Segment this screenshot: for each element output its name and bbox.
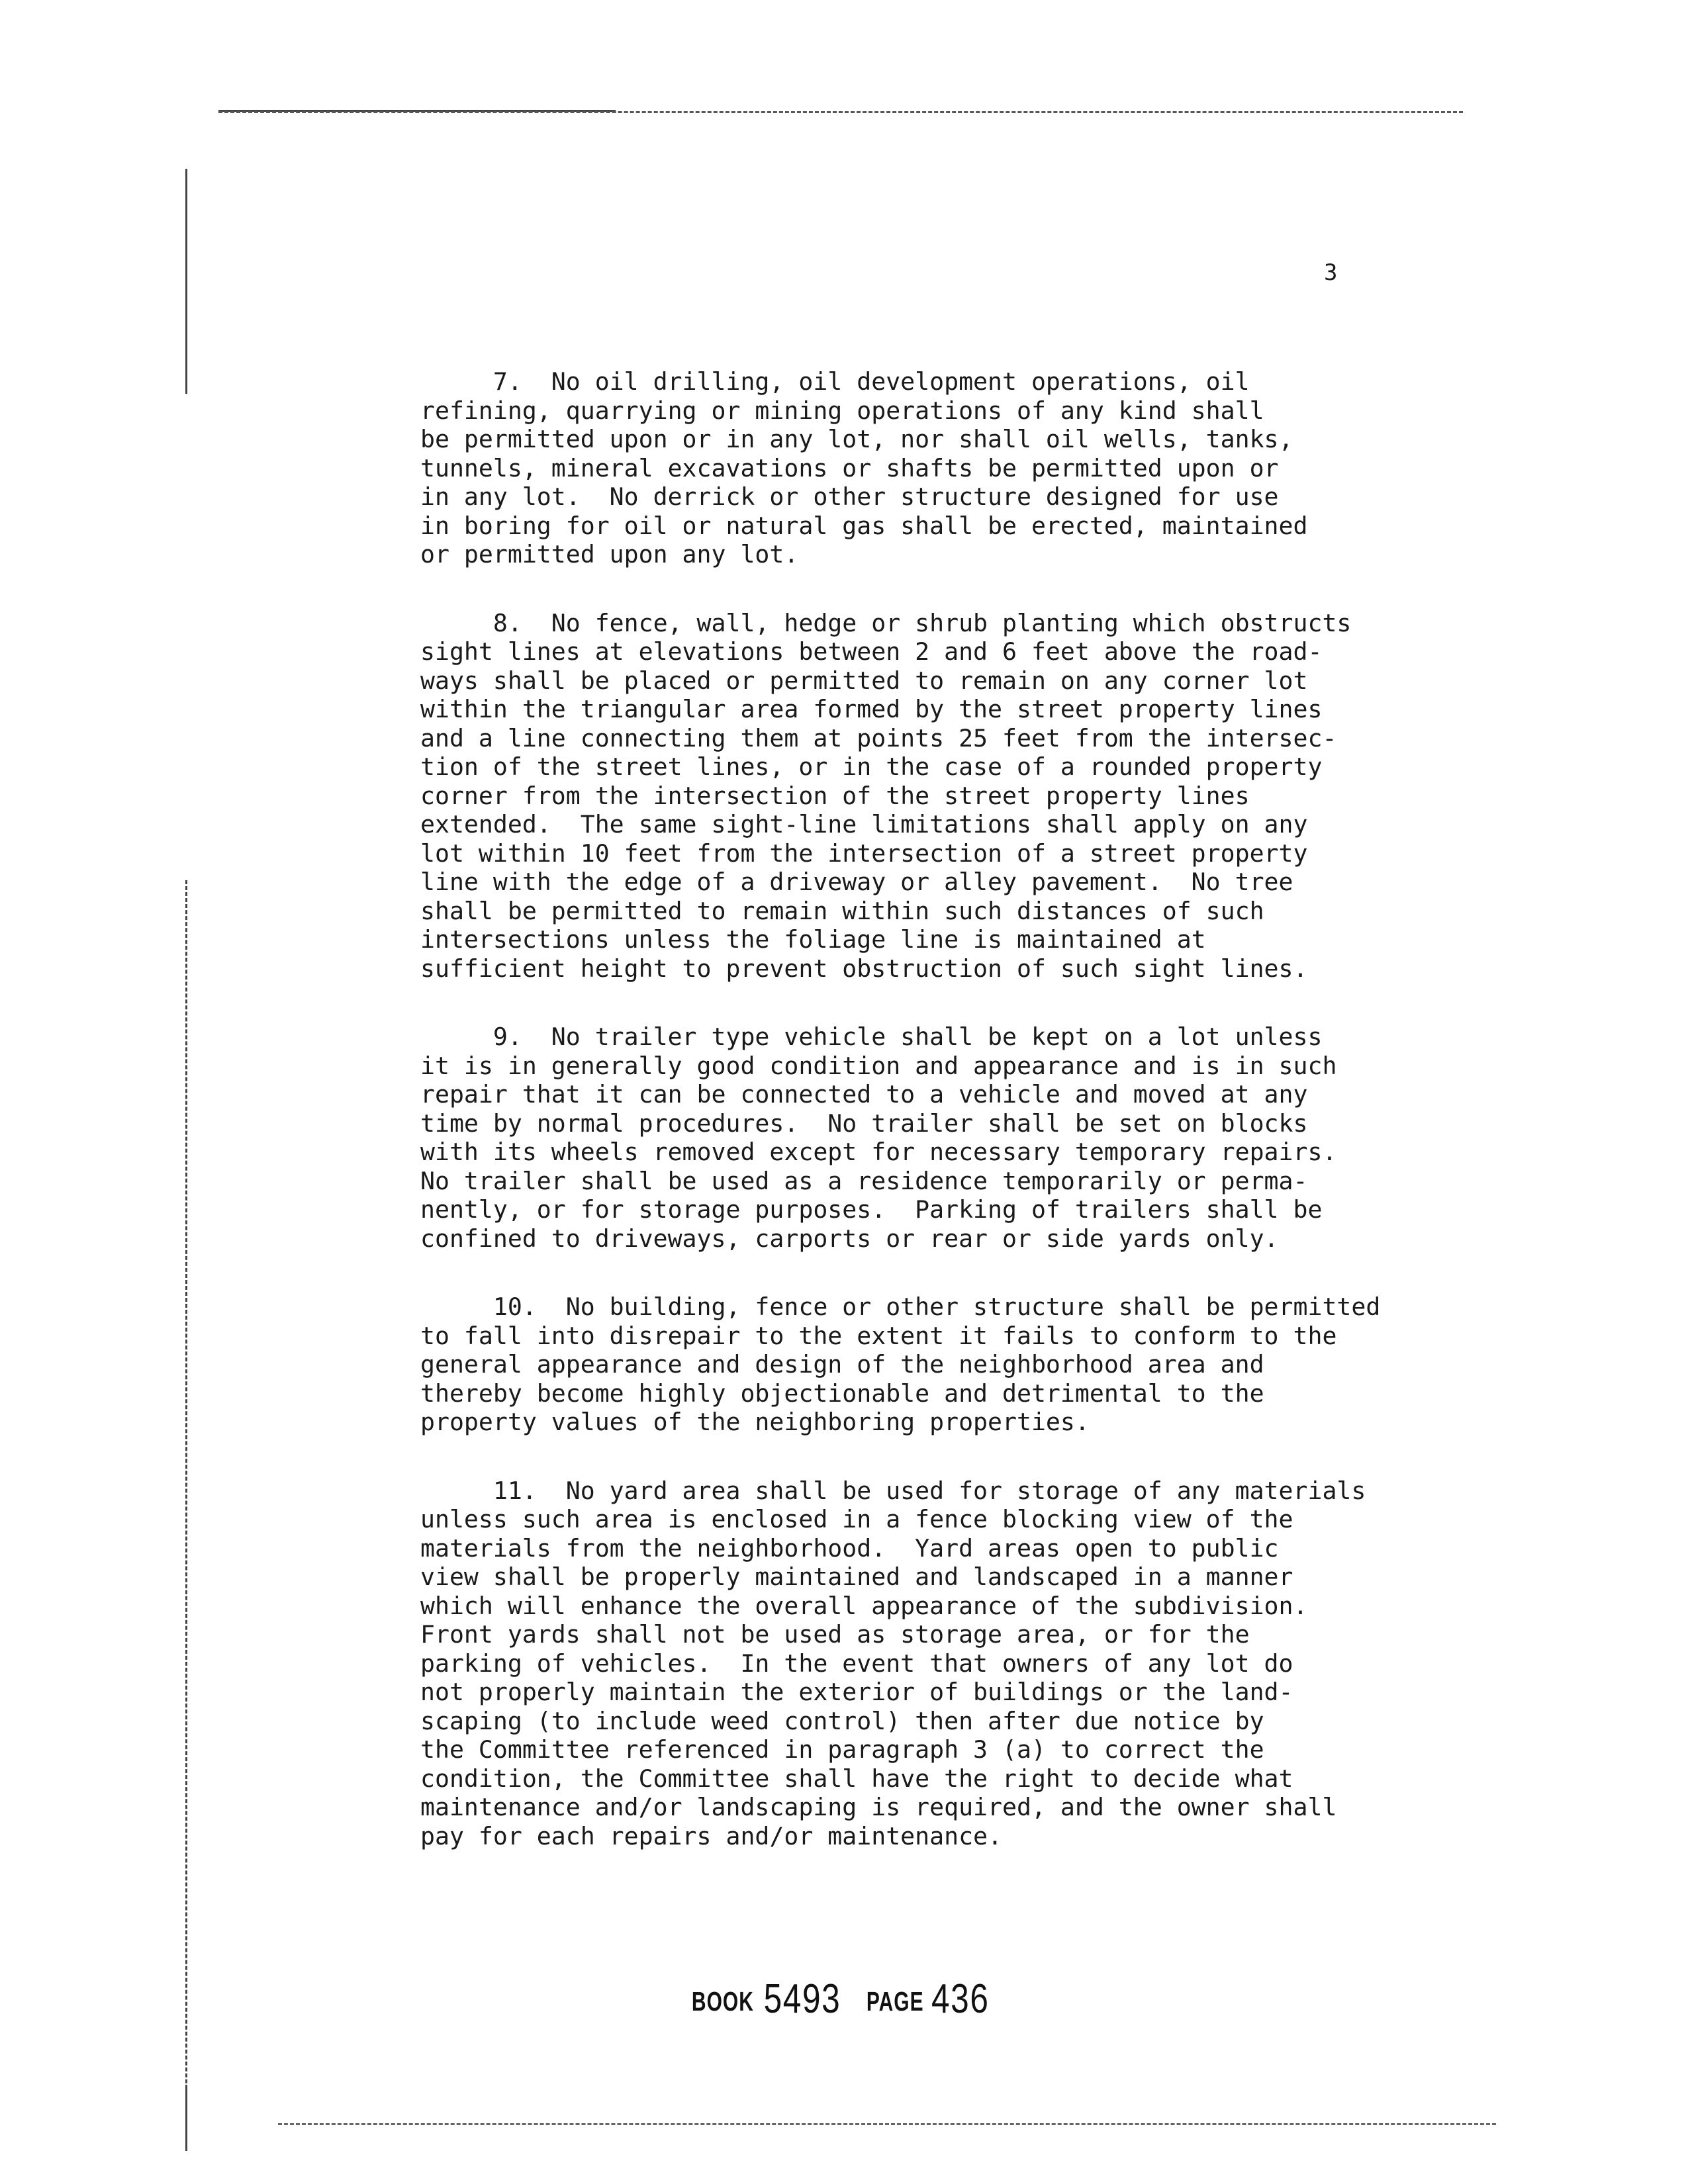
paragraph bbox=[420, 1023, 1460, 1253]
recording-stamp bbox=[0, 1976, 1688, 2023]
paragraph-line: scaping (to include weed control) then after due notice by bbox=[420, 1706, 1264, 1735]
page-number: 3 bbox=[1324, 259, 1338, 286]
paragraph-line: sufficient height to prevent obstruction of such sight lines. bbox=[420, 954, 1308, 983]
paragraph-line: which will enhance the overall appearance of the subdivision. bbox=[420, 1591, 1308, 1620]
paragraph-line: not properly maintain the exterior of buildings or the land- bbox=[420, 1678, 1293, 1706]
paragraph-line: the Committee referenced in paragraph 3 (a) to correct the bbox=[420, 1735, 1264, 1764]
paragraph-line: nently, or for storage purposes. Parking of trailers shall be bbox=[420, 1195, 1323, 1224]
recording-page-number: 436 bbox=[931, 1976, 990, 2022]
scan-artifact-margin-line bbox=[185, 2085, 187, 2151]
paragraph-line: tunnels, mineral excavations or shafts be permitted upon or bbox=[420, 453, 1279, 482]
paragraph-line: lot within 10 feet from the intersection of a street property bbox=[420, 839, 1308, 868]
paragraph-line: maintenance and/or landscaping is required, and the owner shall bbox=[420, 1793, 1337, 1821]
paragraph-line: or permitted upon any lot. bbox=[420, 540, 799, 569]
paragraph-line: it is in generally good condition and appearance and is in such bbox=[420, 1051, 1337, 1080]
paragraph bbox=[420, 367, 1460, 569]
paragraph-line: view shall be properly maintained and landscaped in a manner bbox=[420, 1563, 1293, 1591]
paragraph-line: in any lot. No derrick or other structure designed for use bbox=[420, 482, 1279, 511]
paragraph-line: thereby become highly objectionable and detrimental to the bbox=[420, 1379, 1264, 1408]
paragraph-line: refining, quarrying or mining operations of any kind shall bbox=[420, 396, 1264, 425]
paragraph-line: ways shall be placed or permitted to remain on any corner lot bbox=[420, 666, 1308, 695]
paragraph-line: Front yards shall not be used as storage area, or for the bbox=[420, 1620, 1250, 1649]
paragraph-line: pay for each repairs and/or maintenance. bbox=[420, 1821, 1002, 1850]
paragraph-line: extended. The same sight-line limitations shall apply on any bbox=[420, 810, 1308, 839]
page-label: PAGE bbox=[866, 1987, 924, 2017]
paragraph-line: confined to driveways, carports or rear or side yards only. bbox=[420, 1224, 1279, 1253]
paragraph-line: general appearance and design of the neighborhood area and bbox=[420, 1350, 1264, 1379]
paragraph bbox=[420, 1293, 1460, 1437]
paragraph-line: intersections unless the foliage line is maintained at bbox=[420, 925, 1206, 954]
scan-artifact-margin-line bbox=[185, 169, 187, 394]
paragraph-line: unless such area is enclosed in a fence blocking view of the bbox=[420, 1505, 1293, 1533]
paragraph-line: No trailer shall be used as a residence temporarily or perma- bbox=[420, 1166, 1308, 1195]
paragraph bbox=[420, 1477, 1460, 1851]
paragraph-line: property values of the neighboring properties. bbox=[420, 1408, 1090, 1436]
paragraph-line: with its wheels removed except for necessary temporary repairs. bbox=[420, 1138, 1337, 1166]
scan-artifact-bottom-rule bbox=[278, 2123, 1496, 2125]
paragraph-line: line with the edge of a driveway or alley pavement. No tree bbox=[420, 868, 1293, 896]
paragraph-line: 11. No yard area shall be used for storage of any materials bbox=[420, 1476, 1366, 1505]
scan-artifact-top-dashed-rule bbox=[218, 111, 1463, 113]
book-number: 5493 bbox=[763, 1976, 841, 2022]
paragraph-line: time by normal procedures. No trailer shall be set on blocks bbox=[420, 1109, 1308, 1138]
paragraph-line: in boring for oil or natural gas shall be erected, maintained bbox=[420, 511, 1308, 540]
paragraph-line: 10. No building, fence or other structure shall be permitted bbox=[420, 1293, 1381, 1321]
paragraph-line: and a line connecting them at points 25 feet from the intersec- bbox=[420, 723, 1337, 752]
scan-artifact-margin-line bbox=[185, 880, 187, 2131]
paragraph-line: materials from the neighborhood. Yard areas open to public bbox=[420, 1533, 1279, 1563]
paragraph-line: shall be permitted to remain within such distances of such bbox=[420, 896, 1264, 925]
paragraph-line: condition, the Committee shall have the right to decide what bbox=[420, 1764, 1293, 1793]
paragraph-line: 9. No trailer type vehicle shall be kept on a lot unless bbox=[420, 1023, 1323, 1051]
document-body bbox=[420, 367, 1460, 1890]
paragraph-line: sight lines at elevations between 2 and 6 feet above the road- bbox=[420, 637, 1323, 666]
paragraph bbox=[420, 609, 1460, 983]
paragraph-line: 8. No fence, wall, hedge or shrub planting which obstructs bbox=[420, 608, 1352, 637]
paragraph-line: to fall into disrepair to the extent it fails to conform to the bbox=[420, 1321, 1337, 1350]
paragraph-line: repair that it can be connected to a vehicle and moved at any bbox=[420, 1080, 1308, 1109]
book-label: BOOK bbox=[691, 1987, 754, 2017]
paragraph-line: 7. No oil drilling, oil development operations, oil bbox=[420, 367, 1250, 396]
paragraph-line: within the triangular area formed by the street property lines bbox=[420, 695, 1323, 723]
paragraph-line: parking of vehicles. In the event that owners of any lot do bbox=[420, 1649, 1293, 1678]
paragraph-line: corner from the intersection of the street property lines bbox=[420, 781, 1250, 810]
paragraph-line: be permitted upon or in any lot, nor shall oil wells, tanks, bbox=[420, 425, 1293, 453]
paragraph-line: tion of the street lines, or in the case of a rounded property bbox=[420, 752, 1323, 781]
